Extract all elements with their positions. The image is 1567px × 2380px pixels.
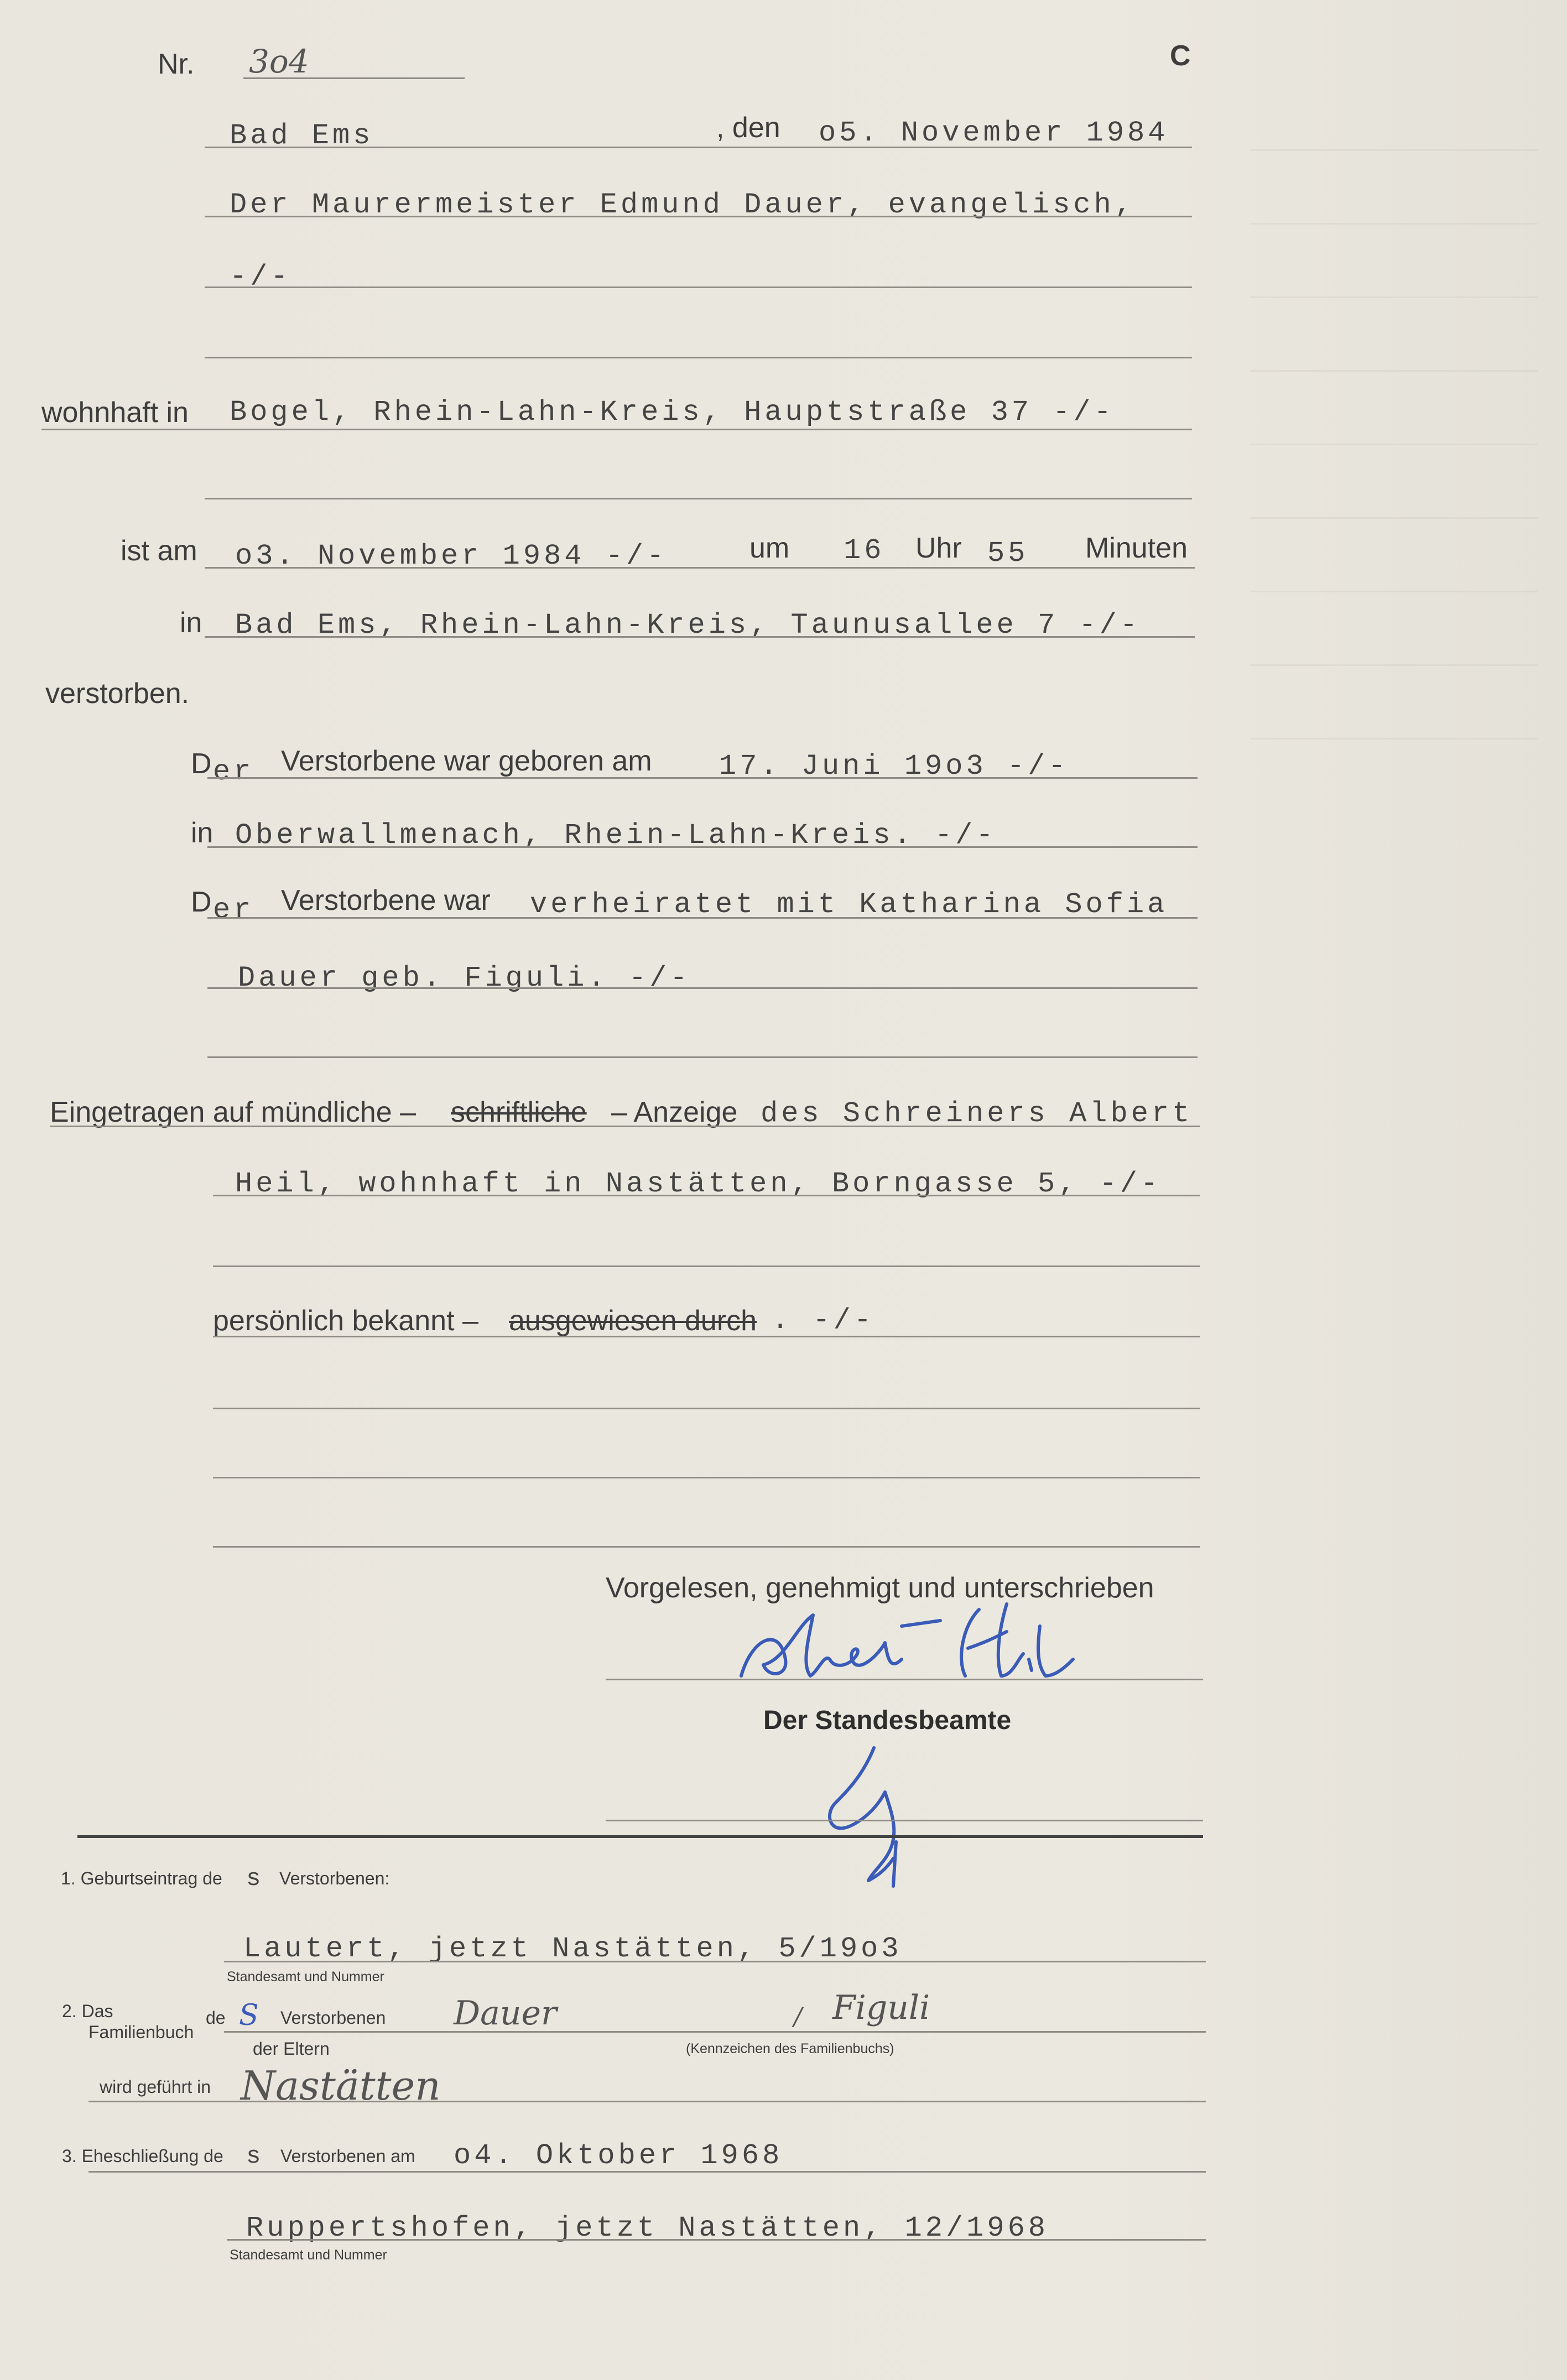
item2-verstorbenen: Verstorbenen [280,2008,386,2028]
item2-rule-2 [88,2101,1206,2102]
uhr-label: Uhr [915,532,962,564]
item2-gefuehrt-label: wird geführt in [100,2077,211,2097]
signature-rule-2 [606,1820,1203,1821]
standesamt-label-1: Standesamt und Nummer [227,1969,384,1985]
person-rule-2 [205,287,1192,288]
item3-label: 3. Eheschließung de [62,2146,223,2166]
marriage-label: Verstorbene war [281,884,491,916]
birth-rule-1 [207,777,1198,779]
birth-label: Verstorbene war geboren am [281,745,652,777]
item3-place: Ruppertshofen, jetzt Nastätten, 12/1968 [246,2212,1049,2244]
residence-rule [41,429,1192,430]
item2-eltern: der Eltern [253,2039,330,2059]
bleed-through-texture [1250,100,1538,819]
informant-rule-1 [50,1126,1200,1127]
person-line-2: -/- [230,261,291,293]
death-date: o3. November 1984 -/- [235,540,668,572]
death-place: Bad Ems, Rhein-Lahn-Kreis, Taunusallee 7 -/- [235,609,1141,642]
header-place: Bad Ems [230,119,374,152]
known-label: persönlich bekannt – [213,1305,478,1337]
known-rule-2 [213,1408,1200,1409]
marriage-er-suffix: er [213,894,254,926]
item2-familienbuch: Familienbuch [88,2022,194,2042]
item3-date: o4. Oktober 1968 [454,2139,783,2172]
marriage-rule-2 [207,987,1198,989]
informant-line-2: Heil, wohnhaft in Nastätten, Borngasse 5, -/- [235,1168,1162,1200]
item2-slash: / [794,2003,802,2031]
registrar-label: Der Standesbeamte [763,1706,1012,1735]
residence-value: Bogel, Rhein-Lahn-Kreis, Hauptstraße 37 -/- [230,396,1115,429]
item1-label: 1. Geburtseintrag de [61,1868,222,1888]
known-value: . -/- [772,1304,875,1337]
known-rule-1 [213,1336,1200,1337]
informant-line-1: des Schreiners Albert [761,1097,1193,1130]
nr-value: 3o4 [249,43,309,80]
informant-signature [719,1593,1117,1692]
birth-place: Oberwallmenach, Rhein-Lahn-Kreis. -/- [235,819,997,852]
nr-rule [243,77,465,79]
signature-statement: Vorgelesen, genehmigt und unterschrieben [606,1572,1154,1604]
person-line-1: Der Maurermeister Edmund Dauer, evangelisch, [230,189,1136,221]
birth-in-label: in [191,817,214,849]
marriage-rule-3 [207,1056,1198,1058]
death-hour: 16 [844,534,885,567]
marriage-d-prefix: D [191,886,212,918]
known-struck: ausgewiesen durch [509,1305,757,1337]
den-label: , den [716,112,780,144]
informant-label-end: – Anzeige [611,1096,738,1128]
item3-rule-1 [88,2171,1206,2173]
item2-s: S [239,1999,259,2032]
nr-label: Nr. [158,48,195,80]
birth-date: 17. Juni 19o3 -/- [719,750,1069,783]
item3-s: s [246,2143,264,2170]
person-rule-3 [205,357,1192,358]
signature-rule-1 [606,1679,1203,1680]
birth-rule-2 [207,846,1198,848]
header-date: o5. November 1984 [819,117,1169,149]
item2-gefuehrt-value: Nastätten [241,2063,441,2109]
header-rule [205,147,1192,148]
item1-s: s [246,1865,264,1893]
item3-rule-2 [227,2239,1206,2241]
footer-separator [77,1835,1203,1838]
item2-rule-1 [224,2031,1206,2033]
standesamt-label-2: Standesamt und Nummer [230,2247,387,2263]
item2-kennzeichen: (Kennzeichen des Familienbuchs) [686,2041,894,2056]
death-rule-2 [205,636,1195,638]
verstorben-label: verstorben. [45,678,190,710]
series-letter: C [1170,40,1191,72]
item1-value: Lautert, jetzt Nastätten, 5/19o3 [243,1933,902,1965]
known-rule-4 [213,1546,1200,1548]
item1-rule [224,1961,1206,1962]
item2-number: 2. Das [62,2001,113,2021]
marriage-status-1: verheiratet mit Katharina Sofia [530,888,1168,921]
marriage-status-2: Dauer geb. Figuli. -/- [238,962,691,994]
birth-d-prefix: D [191,748,212,780]
death-minutes: 55 [987,537,1029,570]
residence-label: wohnhaft in [41,397,189,429]
known-rule-3 [213,1477,1200,1478]
informant-label-start: Eingetragen auf mündliche – [50,1096,417,1128]
informant-rule-3 [213,1265,1200,1267]
minuten-label: Minuten [1085,532,1188,564]
item1-label-end: Verstorbenen: [279,1868,390,1888]
item2-name-2: Figuli [832,1988,930,2027]
death-rule-1 [205,567,1195,569]
marriage-rule-1 [207,917,1198,919]
informant-label-struck: schriftliche [451,1096,587,1128]
registrar-initial [813,1742,924,1892]
birth-er-suffix: er [213,756,254,788]
person-rule-1 [205,216,1192,217]
ist-am-label: ist am [121,535,197,567]
item2-name-1: Dauer [454,1994,557,2033]
residence-rule-2 [205,498,1192,499]
item2-de: de [206,2008,226,2028]
informant-rule-2 [213,1195,1200,1196]
item3-label-end: Verstorbenen am [280,2146,415,2166]
um-label: um [749,532,790,564]
death-in-label: in [180,607,202,639]
